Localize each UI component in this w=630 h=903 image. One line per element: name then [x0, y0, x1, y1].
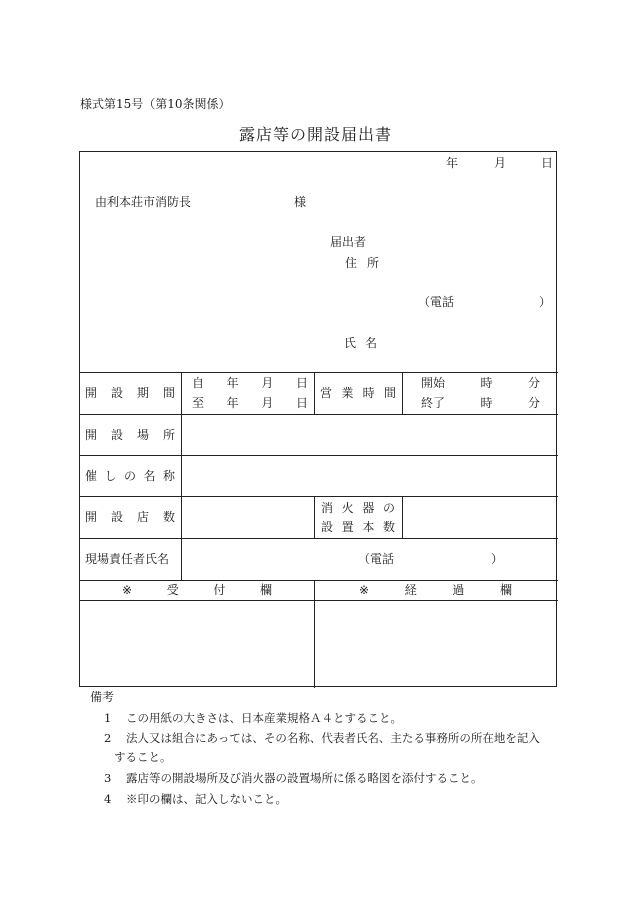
- period-label: 開 設 期 間: [85, 386, 175, 400]
- note-text: 露店等の開設場所及び消火器の設置場所に係る略図を添付すること。: [126, 771, 483, 785]
- progress-column-header: ※ 経 過 欄: [359, 583, 512, 597]
- note-text-continued: すること。: [114, 750, 172, 764]
- note-number: 4: [104, 792, 112, 806]
- applicant-label: 届出者: [330, 235, 367, 249]
- applicant-phone-open: （電話: [418, 295, 455, 309]
- site-manager-label: 現場責任者氏名: [85, 552, 170, 566]
- hours-end: 終了 時 分: [421, 396, 540, 410]
- note-text: 法人又は組合にあっては、その名称、代表者氏名、主たる事務所の所在地を記入: [126, 731, 540, 745]
- place-label: 開 設 場 所: [85, 428, 175, 442]
- date-month-label: 月: [494, 156, 507, 170]
- applicant-phone-close: ）: [539, 295, 552, 309]
- address-label: 住 所: [345, 256, 379, 270]
- note-number: 2: [104, 731, 112, 745]
- addressee-name: 由利本荘市消防長: [95, 195, 192, 209]
- period-to: 至 年 月 日: [192, 396, 308, 410]
- stall-count-label: 開 設 店 数: [85, 510, 175, 524]
- note-text: ※印の欄は、記入しないこと。: [126, 792, 287, 806]
- event-name-label: 催 し の 名 称: [85, 469, 175, 483]
- date-day-label: 日: [541, 156, 554, 170]
- addressee-honorific: 様: [294, 195, 307, 209]
- reception-column-header: ※ 受 付 欄: [122, 583, 272, 597]
- page-title: 露店等の開設届出書: [239, 125, 393, 144]
- notification-form: [79, 151, 557, 687]
- date-year-label: 年: [446, 156, 459, 170]
- form-number: 様式第15号（第10条関係）: [80, 97, 231, 111]
- note-text: この用紙の大きさは、日本産業規格Ａ４とすること。: [126, 711, 402, 725]
- period-from: 自 年 月 日: [192, 376, 308, 390]
- extinguisher-label-line2: 設 置 本 数: [321, 520, 395, 534]
- note-number: 3: [104, 771, 112, 785]
- hours-start: 開始 時 分: [421, 376, 540, 390]
- extinguisher-label-line1: 消 火 器 の: [321, 501, 395, 515]
- name-label: 氏 名: [344, 336, 377, 350]
- note-number: 1: [104, 711, 112, 725]
- manager-phone-open: （電話: [358, 552, 395, 566]
- manager-phone-close: ）: [491, 552, 504, 566]
- notes-heading: 備考: [90, 690, 115, 704]
- business-hours-label: 営 業 時 間: [320, 386, 396, 400]
